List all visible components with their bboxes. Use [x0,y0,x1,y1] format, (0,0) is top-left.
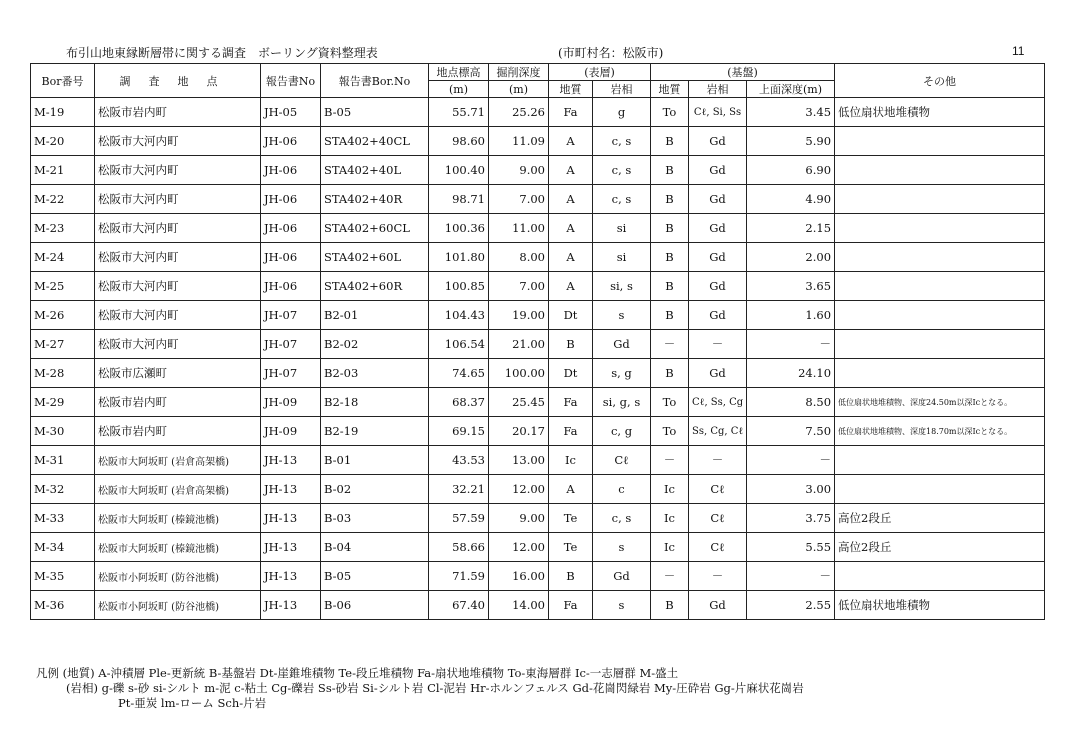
cell-report-no: JH-13 [261,533,321,562]
cell-basement-lithology: Gd [689,272,747,301]
cell-basement-lithology: Gd [689,214,747,243]
cell-bor-no: M-28 [31,359,95,388]
cell-top-depth: 5.55 [747,533,835,562]
legend-lithology: (岩相) g-礫 s-砂 si-シルト m-泥 c-粘土 Cg-礫岩 Ss-砂岩 Si-シルト岩 Cl-泥岩 Hr-ホルンフェルス Gd-花崗閃緑岩 My-圧砕岩 Gg-片麻状花崗岩 [66,681,804,695]
cell-surface-geology: A [549,156,593,185]
cell-report-bor-no: B-03 [321,504,429,533]
cell-elevation: 57.59 [429,504,489,533]
cell-bor-no: M-25 [31,272,95,301]
cell-bor-no: M-22 [31,185,95,214]
cell-surface-geology: B [549,330,593,359]
cell-top-depth: － [747,330,835,359]
cell-elevation: 67.40 [429,591,489,620]
cell-depth: 19.00 [489,301,549,330]
cell-bor-no: M-35 [31,562,95,591]
cell-depth: 8.00 [489,243,549,272]
cell-top-depth: 4.90 [747,185,835,214]
cell-elevation: 100.36 [429,214,489,243]
cell-basement-geology: To [651,417,689,446]
cell-location: 松阪市大河内町 [95,330,261,359]
cell-other [835,562,1045,591]
cell-elevation: 106.54 [429,330,489,359]
cell-bor-no: M-27 [31,330,95,359]
cell-depth: 16.00 [489,562,549,591]
cell-bor-no: M-32 [31,475,95,504]
cell-location: 松阪市大阿坂町 (榛鏡池橋) [95,533,261,562]
cell-elevation: 71.59 [429,562,489,591]
cell-surface-lithology: s [593,301,651,330]
cell-surface-geology: Te [549,533,593,562]
cell-report-no: JH-13 [261,504,321,533]
cell-depth: 100.00 [489,359,549,388]
cell-basement-lithology: － [689,562,747,591]
cell-surface-lithology: s [593,533,651,562]
cell-surface-geology: Ic [549,446,593,475]
cell-surface-geology: Fa [549,417,593,446]
cell-basement-lithology: Gd [689,359,747,388]
legend [36,666,804,711]
cell-basement-geology: B [651,185,689,214]
cell-basement-lithology: Gd [689,156,747,185]
cell-basement-lithology: Cℓ, Ss, Cg [689,388,747,417]
table-row [31,272,1045,301]
cell-location: 松阪市大河内町 [95,127,261,156]
cell-basement-lithology: Cℓ, Si, Ss [689,98,747,127]
cell-depth: 25.26 [489,98,549,127]
cell-report-no: JH-13 [261,446,321,475]
cell-other [835,475,1045,504]
table-row [31,156,1045,185]
cell-depth: 14.00 [489,591,549,620]
cell-depth: 9.00 [489,504,549,533]
cell-surface-geology: Fa [549,388,593,417]
cell-report-no: JH-06 [261,272,321,301]
cell-location: 松阪市大阿坂町 (岩倉高架橋) [95,446,261,475]
cell-location: 松阪市大河内町 [95,301,261,330]
cell-basement-lithology: Gd [689,127,747,156]
cell-basement-lithology: － [689,330,747,359]
cell-surface-lithology: s, g [593,359,651,388]
cell-report-bor-no: B-04 [321,533,429,562]
cell-depth: 12.00 [489,533,549,562]
cell-bor-no: M-30 [31,417,95,446]
cell-bor-no: M-33 [31,504,95,533]
cell-elevation: 104.43 [429,301,489,330]
cell-basement-geology: － [651,330,689,359]
cell-elevation: 74.65 [429,359,489,388]
cell-surface-geology: A [549,243,593,272]
cell-report-no: JH-05 [261,98,321,127]
cell-surface-geology: Te [549,504,593,533]
cell-depth: 21.00 [489,330,549,359]
header-elevation-unit: (m) [429,81,489,98]
table-row [31,533,1045,562]
cell-location: 松阪市大河内町 [95,214,261,243]
cell-elevation: 68.37 [429,388,489,417]
table-row [31,127,1045,156]
cell-basement-lithology: Gd [689,301,747,330]
cell-elevation: 98.71 [429,185,489,214]
cell-surface-geology: A [549,127,593,156]
cell-depth: 20.17 [489,417,549,446]
cell-other [835,446,1045,475]
cell-top-depth: 3.45 [747,98,835,127]
cell-depth: 11.00 [489,214,549,243]
cell-location: 松阪市大河内町 [95,243,261,272]
cell-top-depth: 3.75 [747,504,835,533]
cell-report-no: JH-06 [261,185,321,214]
cell-basement-lithology: Gd [689,243,747,272]
cell-location: 松阪市岩内町 [95,98,261,127]
cell-location: 松阪市岩内町 [95,417,261,446]
cell-basement-geology: B [651,243,689,272]
cell-bor-no: M-36 [31,591,95,620]
cell-depth: 9.00 [489,156,549,185]
cell-basement-lithology: － [689,446,747,475]
table-row [31,562,1045,591]
table-row [31,591,1045,620]
cell-other: 高位2段丘 [835,533,1045,562]
cell-top-depth: － [747,562,835,591]
cell-basement-geology: Ic [651,475,689,504]
cell-surface-lithology: si [593,214,651,243]
header-elevation: 地点標高 [429,64,489,81]
table-row [31,359,1045,388]
cell-surface-geology: A [549,185,593,214]
cell-surface-geology: A [549,475,593,504]
cell-other [835,243,1045,272]
cell-surface-geology: A [549,214,593,243]
cell-depth: 12.00 [489,475,549,504]
cell-surface-lithology: g [593,98,651,127]
header-basement-lithology: 岩相 [689,81,747,98]
header-surface-geology: 地質 [549,81,593,98]
cell-basement-lithology: Cℓ [689,475,747,504]
cell-surface-geology: Fa [549,591,593,620]
cell-surface-lithology: c, s [593,127,651,156]
table-row [31,214,1045,243]
cell-basement-lithology: Cℓ [689,504,747,533]
cell-top-depth: 2.00 [747,243,835,272]
header-bor-no: Bor番号 [31,64,95,98]
table-row [31,446,1045,475]
cell-elevation: 98.60 [429,127,489,156]
cell-report-bor-no: STA402+40L [321,156,429,185]
cell-top-depth: 2.15 [747,214,835,243]
cell-location: 松阪市小阿坂町 (防谷池橋) [95,591,261,620]
cell-elevation: 32.21 [429,475,489,504]
cell-location: 松阪市大阿坂町 (榛鏡池橋) [95,504,261,533]
cell-basement-geology: B [651,301,689,330]
cell-report-no: JH-07 [261,301,321,330]
cell-surface-lithology: c [593,475,651,504]
cell-bor-no: M-26 [31,301,95,330]
cell-top-depth: 24.10 [747,359,835,388]
cell-bor-no: M-31 [31,446,95,475]
cell-depth: 25.45 [489,388,549,417]
cell-report-no: JH-06 [261,156,321,185]
cell-report-bor-no: STA402+40CL [321,127,429,156]
table-row [31,475,1045,504]
cell-surface-lithology: c, g [593,417,651,446]
page-number: 11 [1012,44,1025,58]
cell-surface-geology: B [549,562,593,591]
cell-basement-geology: B [651,214,689,243]
cell-bor-no: M-20 [31,127,95,156]
cell-top-depth: 6.90 [747,156,835,185]
header-report-bor-no: 報告書Bor.No [321,64,429,98]
cell-basement-geology: － [651,446,689,475]
cell-basement-geology: B [651,359,689,388]
cell-top-depth: 1.60 [747,301,835,330]
cell-surface-geology: A [549,272,593,301]
cell-other: 低位扇状地堆積物、深度18.70m以深Icとなる。 [835,417,1045,446]
table-row [31,301,1045,330]
cell-basement-geology: B [651,127,689,156]
cell-report-no: JH-13 [261,562,321,591]
cell-report-bor-no: B2-03 [321,359,429,388]
cell-depth: 11.09 [489,127,549,156]
legend-geology: 凡例 (地質) A-沖積層 Ple-更新統 B-基盤岩 Dt-崖錐堆積物 Te-段丘堆積物 Fa-扇状地堆積物 To-東海層群 Ic-一志層群 M-盛土 [36,666,679,680]
cell-top-depth: 3.65 [747,272,835,301]
cell-elevation: 58.66 [429,533,489,562]
cell-surface-geology: Dt [549,359,593,388]
municipality-label: (市町村名：松阪市) [558,46,664,60]
cell-other [835,359,1045,388]
cell-surface-lithology: Cℓ [593,446,651,475]
cell-surface-lithology: c, s [593,185,651,214]
cell-surface-lithology: si, g, s [593,388,651,417]
cell-location: 松阪市大河内町 [95,185,261,214]
cell-top-depth: 8.50 [747,388,835,417]
cell-other [835,214,1045,243]
cell-bor-no: M-34 [31,533,95,562]
cell-report-bor-no: STA402+60L [321,243,429,272]
header-surface: (表層) [549,64,651,81]
cell-basement-geology: B [651,272,689,301]
table-row [31,185,1045,214]
cell-report-no: JH-06 [261,214,321,243]
header-basement-geology: 地質 [651,81,689,98]
cell-top-depth: 7.50 [747,417,835,446]
cell-other: 高位2段丘 [835,504,1045,533]
cell-surface-lithology: Gd [593,562,651,591]
cell-elevation: 101.80 [429,243,489,272]
cell-other: 低位扇状地堆積物、深度24.50m以深Icとなる。 [835,388,1045,417]
cell-basement-geology: To [651,388,689,417]
cell-basement-geology: To [651,98,689,127]
cell-bor-no: M-21 [31,156,95,185]
cell-other: 低位扇状地堆積物 [835,591,1045,620]
cell-elevation: 43.53 [429,446,489,475]
cell-basement-geology: B [651,591,689,620]
cell-elevation: 69.15 [429,417,489,446]
header-location: 調査地点 [95,64,261,98]
cell-report-bor-no: B-02 [321,475,429,504]
cell-basement-lithology: Ss, Cg, Cℓ [689,417,747,446]
cell-top-depth: 2.55 [747,591,835,620]
cell-other [835,127,1045,156]
cell-surface-lithology: s [593,591,651,620]
cell-surface-lithology: si [593,243,651,272]
cell-location: 松阪市広瀬町 [95,359,261,388]
cell-report-bor-no: STA402+60CL [321,214,429,243]
cell-report-bor-no: B-05 [321,562,429,591]
cell-report-no: JH-07 [261,359,321,388]
cell-basement-geology: － [651,562,689,591]
cell-report-no: JH-13 [261,475,321,504]
table-row [31,243,1045,272]
header-other: その他 [835,64,1045,98]
cell-location: 松阪市大河内町 [95,272,261,301]
cell-bor-no: M-23 [31,214,95,243]
cell-report-bor-no: B-01 [321,446,429,475]
cell-other [835,330,1045,359]
table-row [31,417,1045,446]
cell-basement-geology: B [651,156,689,185]
cell-elevation: 100.85 [429,272,489,301]
cell-basement-lithology: Gd [689,591,747,620]
cell-surface-lithology: c, s [593,504,651,533]
cell-bor-no: M-29 [31,388,95,417]
cell-top-depth: 5.90 [747,127,835,156]
cell-report-no: JH-06 [261,127,321,156]
cell-other [835,301,1045,330]
cell-report-no: JH-07 [261,330,321,359]
cell-elevation: 100.40 [429,156,489,185]
cell-depth: 7.00 [489,185,549,214]
header-report-no: 報告書No [261,64,321,98]
cell-basement-lithology: Gd [689,185,747,214]
cell-report-bor-no: STA402+60R [321,272,429,301]
cell-location: 松阪市岩内町 [95,388,261,417]
cell-report-bor-no: STA402+40R [321,185,429,214]
cell-top-depth: 3.00 [747,475,835,504]
cell-report-no: JH-09 [261,388,321,417]
cell-report-bor-no: B2-01 [321,301,429,330]
cell-depth: 13.00 [489,446,549,475]
cell-location: 松阪市大阿坂町 (岩倉高架橋) [95,475,261,504]
cell-elevation: 55.71 [429,98,489,127]
table-row [31,504,1045,533]
table-row [31,330,1045,359]
header-surface-lithology: 岩相 [593,81,651,98]
page-title: 布引山地東縁断層帯に関する調査 ボーリング資料整理表 [66,46,378,60]
cell-report-no: JH-13 [261,591,321,620]
cell-report-bor-no: B-06 [321,591,429,620]
header-top-depth: 上面深度(m) [747,81,835,98]
cell-report-bor-no: B-05 [321,98,429,127]
cell-other [835,156,1045,185]
cell-bor-no: M-24 [31,243,95,272]
cell-other [835,185,1045,214]
cell-location: 松阪市小阿坂町 (防谷池橋) [95,562,261,591]
cell-report-bor-no: B2-02 [321,330,429,359]
legend-lithology-cont: Pt-亜炭 lm-ローム Sch-片岩 [118,696,267,710]
cell-depth: 7.00 [489,272,549,301]
header-basement: (基盤) [651,64,835,81]
cell-report-no: JH-09 [261,417,321,446]
cell-basement-lithology: Cℓ [689,533,747,562]
cell-basement-geology: Ic [651,533,689,562]
header-depth: 掘削深度 [489,64,549,81]
cell-surface-lithology: Gd [593,330,651,359]
cell-report-bor-no: B2-18 [321,388,429,417]
cell-surface-lithology: c, s [593,156,651,185]
cell-surface-geology: Dt [549,301,593,330]
cell-top-depth: － [747,446,835,475]
table-row [31,388,1045,417]
cell-other [835,272,1045,301]
cell-bor-no: M-19 [31,98,95,127]
cell-location: 松阪市大河内町 [95,156,261,185]
boring-data-table [30,63,1045,620]
header-depth-unit: (m) [489,81,549,98]
cell-surface-geology: Fa [549,98,593,127]
cell-report-no: JH-06 [261,243,321,272]
cell-other: 低位扇状地堆積物 [835,98,1045,127]
cell-report-bor-no: B2-19 [321,417,429,446]
table-row [31,98,1045,127]
cell-surface-lithology: si, s [593,272,651,301]
cell-basement-geology: Ic [651,504,689,533]
